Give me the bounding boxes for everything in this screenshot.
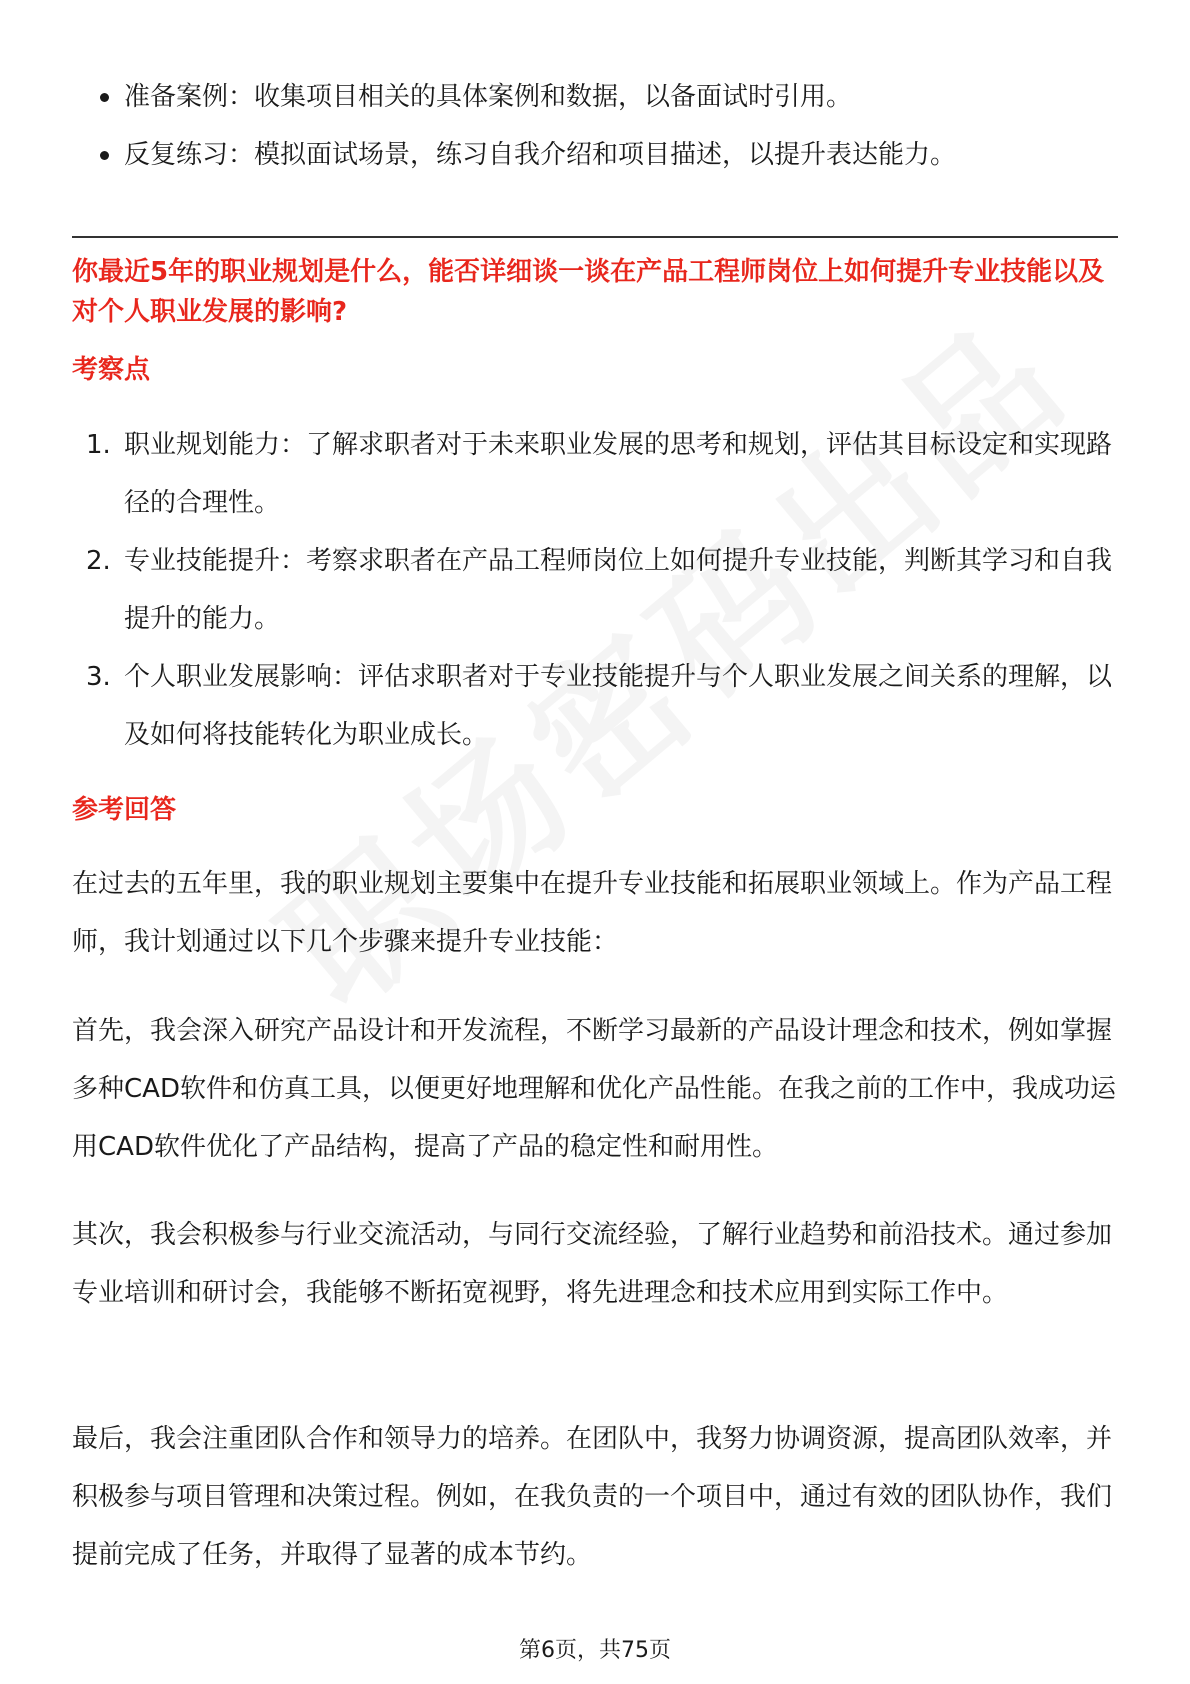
answer-paragraph: 首先，我会深入研究产品设计和开发流程，不断学习最新的产品设计理念和技术，例如掌握多种CAD软件和仿真工具，以便更好地理解和优化产品性能。在我之前的工作中，我成功运用CAD软件优化了产品结构，提高了产品的稳定性和耐用性。 [72,1016,1116,1162]
points-heading: 考察点 [72,355,151,385]
assessment-points-list [72,416,1118,764]
bullet-dot-icon [100,93,109,102]
list-number: 1. [86,430,111,460]
list-item [72,68,1118,126]
interview-question: 你最近5年的职业规划是什么，能否详细谈一谈在产品工程师岗位上如何提升专业技能以及对个人职业发展的影响? [72,257,1105,327]
page-number: 第6页，共75页 [519,1638,671,1663]
point-text: 职业规划能力：了解求职者对于未来职业发展的思考和规划，评估其目标设定和实现路径的合理性。 [124,430,1113,518]
list-item [72,648,1118,764]
bullet-dot-icon [100,151,109,160]
list-number: 3. [86,662,111,692]
answer-paragraph: 其次，我会积极参与行业交流活动，与同行交流经验，了解行业趋势和前沿技术。通过参加专业培训和研讨会，我能够不断拓宽视野，将先进理念和技术应用到实际工作中。 [72,1220,1113,1308]
point-text: 专业技能提升：考察求职者在产品工程师岗位上如何提升专业技能，判断其学习和自我提升的能力。 [124,546,1113,634]
document-page [72,0,1118,1684]
answer-paragraph: 在过去的五年里，我的职业规划主要集中在提升专业技能和拓展职业领域上。作为产品工程师，我计划通过以下几个步骤来提升专业技能： [72,869,1113,957]
list-number: 2. [86,546,111,576]
answer-paragraph: 最后，我会注重团队合作和领导力的培养。在团队中，我努力协调资源，提高团队效率，并积极参与项目管理和决策过程。例如，在我负责的一个项目中，通过有效的团队协作，我们提前完成了任务，并取得了显著的成本节约。 [72,1424,1113,1570]
prep-bullet-list [72,68,1118,184]
list-item [72,126,1118,184]
section-divider [72,236,1118,238]
point-text: 个人职业发展影响：评估求职者对于专业技能提升与个人职业发展之间关系的理解，以及如何将技能转化为职业成长。 [124,662,1113,750]
list-item [72,532,1118,648]
list-item [72,416,1118,532]
bullet-text: 反复练习：模拟面试场景，练习自我介绍和项目描述，以提升表达能力。 [124,140,957,170]
bullet-text: 准备案例：收集项目相关的具体案例和数据，以备面试时引用。 [124,82,853,112]
answer-heading: 参考回答 [72,795,177,825]
